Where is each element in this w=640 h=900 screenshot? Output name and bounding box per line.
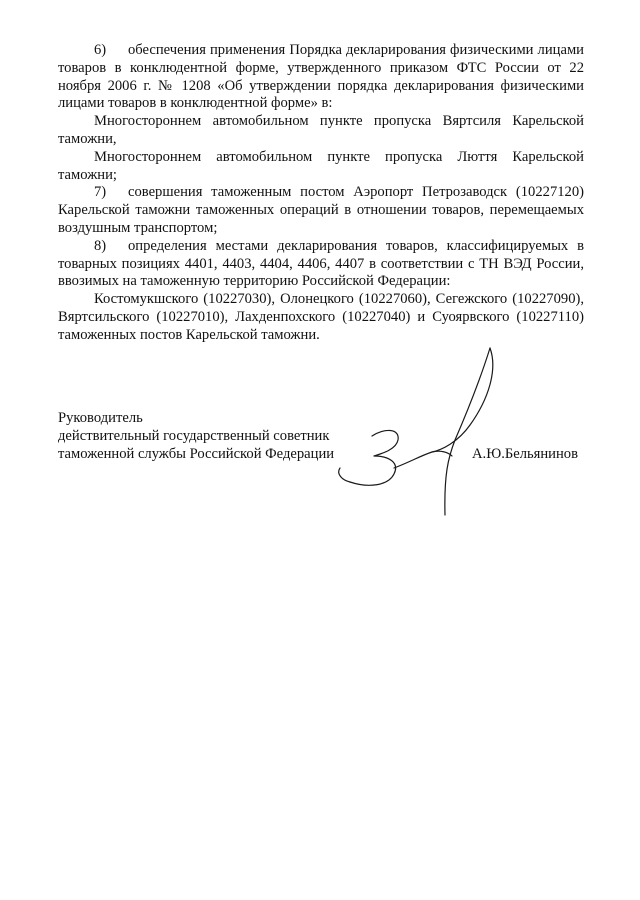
item-8	[58, 238, 584, 291]
item-6-sub-2: Многостороннем автомобильном пункте пропуска Люття Карельской таможни;	[58, 148, 584, 183]
signatory-title-line-1: Руководитель	[58, 410, 143, 426]
item-7-number: 7)	[94, 184, 107, 201]
item-6	[58, 42, 584, 113]
signatory-title-line-3: таможенной службы Российской Федерации	[58, 445, 335, 462]
item-6-number: 6)	[94, 42, 107, 58]
signatory-title	[58, 410, 334, 463]
item-6-text: обеспечения применения Порядка декларирования физическими лицами товаров в конклюдентной форме, утвержденного приказом ФТС России от 22 ноября 2006 г. № 1208 «Об утверждении порядка декларирования физическими лицами товаров в конклюдентной форме» в:	[58, 42, 584, 112]
document-body	[58, 42, 584, 345]
item-7	[58, 184, 584, 237]
item-8-text: определения местами декларирования товаров, классифицируемых в товарных позициях 4401, 4403, 4404, 4406, 4407 в соответствии с ТН ВЭД России, ввозимых на таможенную территорию Российской Федерации:	[58, 237, 584, 290]
signatory-name: А.Ю.Бельянинов	[472, 446, 578, 462]
item-8-sub-1: Костомукшского (10227030), Олонецкого (10227060), Сегежского (10227090), Вяртсильского (10227010), Лахденпохского (10227040) и Суоярвского (10227110) таможенных постов Карельской таможни.	[58, 291, 584, 343]
handwritten-signature-icon	[320, 340, 520, 520]
item-8-number: 8)	[94, 237, 107, 254]
signatory-title-line-2: действительный государственный советник	[58, 427, 330, 444]
item-6-sub-1: Многостороннем автомобильном пункте пропуска Вяртсиля Карельской таможни,	[58, 113, 584, 147]
item-7-text: совершения таможенным постом Аэропорт Петрозаводск (10227120) Карельской таможни таможенных операций в отношении товаров, перемещаемых воздушным транспортом;	[58, 184, 584, 236]
